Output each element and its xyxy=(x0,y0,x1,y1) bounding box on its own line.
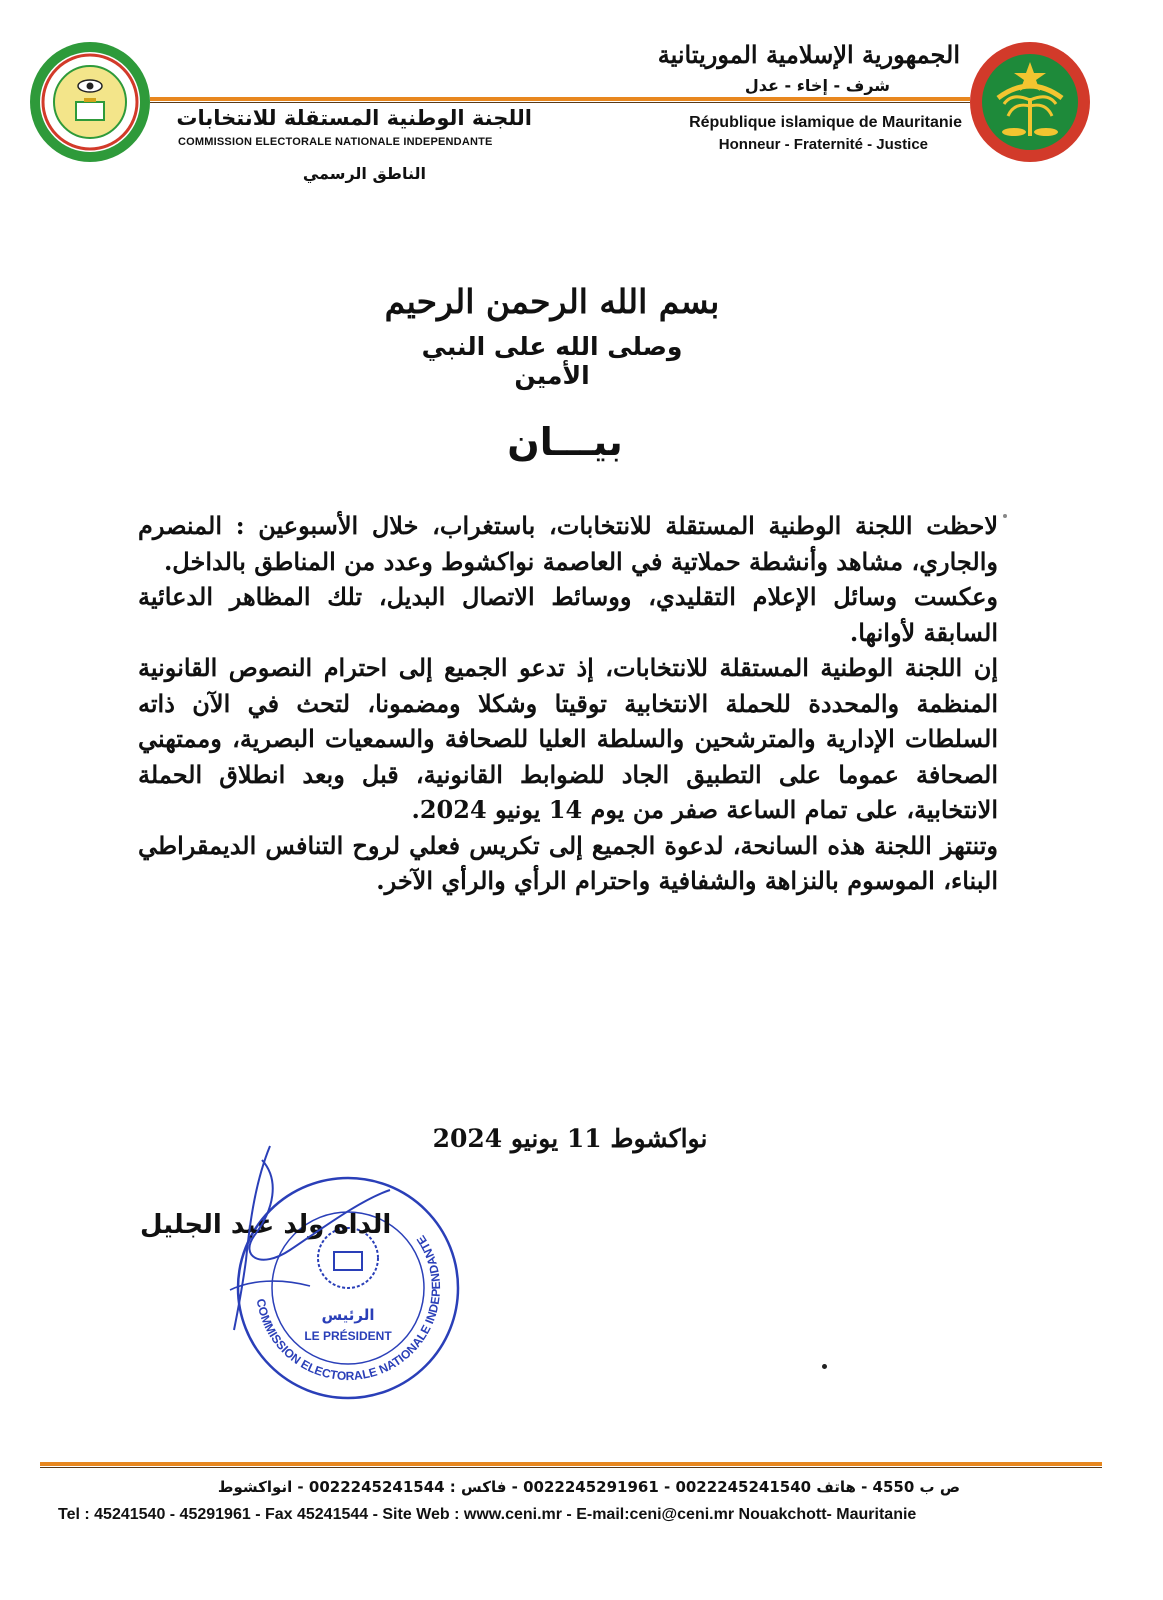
paragraph-2: وعكست وسائل الإعلام التقليدي، ووسائط الاتصال البديل، تلك المظاهر الدعائية السابقة لأوانها. xyxy=(138,582,998,647)
handwritten-signature-icon xyxy=(210,1140,430,1340)
commission-name-fr: COMMISSION ELECTORALE NATIONALE INDEPENDANTE xyxy=(178,136,493,148)
header-divider-thin xyxy=(150,102,970,103)
paragraph-4: وتنتهز اللجنة هذه السانحة، لدعوة الجميع إلى تكريس فعلي لروح التنافس الديمقراطي البناء، الموسوم بالنزاهة والشفافية واحترام الرأي والرأي الآخر. xyxy=(138,830,998,895)
stamp-title-ar: الرئيس xyxy=(321,1306,375,1324)
salat-line: وصلى الله على النبي الأمين xyxy=(421,332,683,390)
document-title: بيـــان xyxy=(507,420,623,464)
republic-motto-fr: Honneur - Fraternité - Justice xyxy=(718,136,928,153)
footer-divider xyxy=(40,1462,1102,1466)
spokesperson-label: الناطق الرسمي xyxy=(302,164,426,183)
paragraph-3: إن اللجنة الوطنية المستقلة للانتخابات، إذ تدعو الجميع إلى احترام النصوص القانونية المنظمة والمحددة للحملة الانتخابية توقيتا وشكلا ومضمونا، لتحث في الآن ذاته السلطات الإدارية والمترشحين والسلطة العليا للصحافة والسمعيات البصرية، وممتهني الصحافة عموما على التطبيق الجاد للضوابط القانونية، قبل وبعد انطلاق الحملة الانتخابية، على تمام الساعة صفر من يوم 14 يونيو 2024. xyxy=(138,653,998,824)
mauritania-emblem-icon xyxy=(968,40,1092,164)
header-divider xyxy=(150,97,970,101)
place-date: نواكشوط 11 يونيو 2024 xyxy=(432,1124,708,1153)
footer-divider-thin xyxy=(40,1467,1102,1468)
republic-name-ar: الجمهورية الإسلامية الموريتانية xyxy=(657,40,960,69)
republic-motto-ar: شرف - إخاء - عدل xyxy=(744,76,890,95)
ceni-logo-icon xyxy=(28,40,152,164)
statement-body xyxy=(138,508,998,899)
footer-contact-ar: ص ب 4550 - هاتف 0022245241540 - 0022245291961 - فاكس : 0022245241544 - انواكشوط xyxy=(217,1478,960,1496)
paragraph-1: لاحظت اللجنة الوطنية المستقلة للانتخابات، باستغراب، خلال الأسبوعين : المنصرم والجاري، مشاهد وأنشطة حملاتية في العاصمة نواكشوط وعدد من المناطق بالداخل. xyxy=(138,511,999,576)
speck xyxy=(822,1364,827,1369)
signatory-name: الداه ولد عبد الجليل xyxy=(140,1210,392,1240)
speck xyxy=(1003,514,1007,518)
footer-contact-fr: Tel : 45241540 - 45291961 - Fax 45241544 - Site Web : www.ceni.mr - E-mail:ceni@ceni.mr Nouakchott- Mauritanie xyxy=(58,1506,917,1523)
republic-name-fr: République islamique de Mauritanie xyxy=(689,114,962,131)
stamp-ring-text: COMMISSION ELECTORALE NATIONALE INDEPENDANTE xyxy=(253,1232,444,1384)
stamp-title-fr: LE PRÉSIDENT xyxy=(304,1329,392,1343)
commission-name-ar: اللجنة الوطنية المستقلة للانتخابات xyxy=(176,106,532,130)
basmala: بسم الله الرحمن الرحيم xyxy=(384,282,720,321)
